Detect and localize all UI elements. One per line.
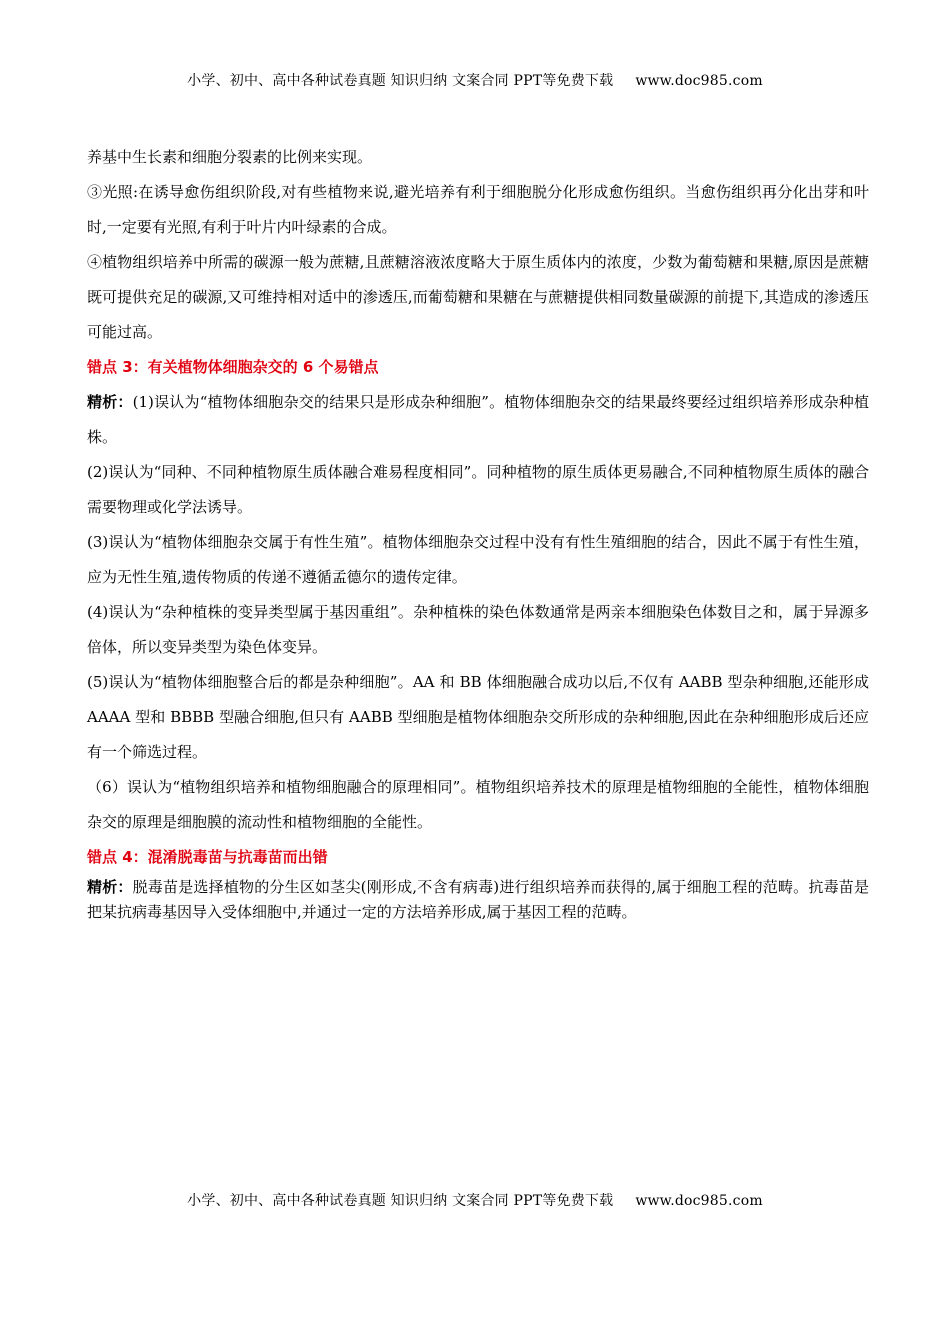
analysis-text-virus: 脱毒苗是选择植物的分生区如茎尖(刚形成,不含有病毒)进行组织培养而获得的,属于细胞工程的范畴。抗毒苗是把某抗病毒基因导入受体细胞中,并通过一定的方法培养形成,属于基因工程的范畴。 — [87, 878, 869, 921]
paragraph-analysis-6: （6）误认为“植物组织培养和植物细胞融合的原理相同”。植物组织培养技术的原理是植物细胞的全能性，植物体细胞杂交的原理是细胞膜的流动性和植物细胞的全能性。 — [87, 778, 869, 831]
footer-site-link[interactable]: www.doc985.com — [635, 1193, 763, 1209]
analysis-label: 精析： — [87, 393, 133, 411]
document-body — [87, 140, 869, 925]
paragraph-carbon-source: ④植物组织培养中所需的碳源一般为蔗糖,且蔗糖溶液浓度略大于原生质体内的浓度，少数为葡萄糖和果糖,原因是蔗糖既可提供充足的碳源,又可维持相对适中的渗透压,而葡萄糖和果糖在与蔗糖提供相同数量碳源的前提下,其造成的渗透压可能过高。 — [87, 253, 869, 341]
paragraph-analysis-1 — [87, 385, 869, 455]
paragraph-analysis-2: (2)误认为“同种、不同种植物原生质体融合难易程度相同”。同种植物的原生质体更易融合,不同种植物原生质体的融合需要物理或化学法诱导。 — [87, 463, 869, 516]
page-header — [0, 70, 950, 90]
paragraph-light: ③光照:在诱导愈伤组织阶段,对有些植物来说,避光培养有利于细胞脱分化形成愈伤组织。当愈伤组织再分化出芽和叶时,一定要有光照,有利于叶片内叶绿素的合成。 — [87, 183, 869, 236]
page-footer — [0, 1190, 950, 1210]
paragraph-analysis-3: (3)误认为“植物体细胞杂交属于有性生殖”。植物体细胞杂交过程中没有有性生殖细胞的结合，因此不属于有性生殖，应为无性生殖,遗传物质的传递不遵循孟德尔的遗传定律。 — [87, 533, 869, 586]
paragraph-continuation: 养基中生长素和细胞分裂素的比例来实现。 — [87, 148, 373, 166]
section-heading-3: 错点 3：有关植物体细胞杂交的 6 个易错点 — [87, 358, 379, 376]
header-text: 小学、初中、高中各种试卷真题 知识归纳 文案合同 PPT等免费下载 — [187, 73, 614, 89]
section-heading-4: 错点 4：混淆脱毒苗与抗毒苗而出错 — [87, 848, 328, 866]
footer-text: 小学、初中、高中各种试卷真题 知识归纳 文案合同 PPT等免费下载 — [187, 1193, 614, 1209]
paragraph-analysis-virus — [87, 875, 869, 925]
analysis-text-1: (1)误认为“植物体细胞杂交的结果只是形成杂种细胞”。植物体细胞杂交的结果最终要经过组织培养形成杂种植株。 — [87, 393, 869, 446]
header-site-link[interactable]: www.doc985.com — [635, 73, 763, 89]
analysis-label: 精析： — [87, 878, 133, 896]
paragraph-analysis-4: (4)误认为“杂种植株的变异类型属于基因重组”。杂种植株的染色体数通常是两亲本细胞染色体数目之和，属于异源多倍体，所以变异类型为染色体变异。 — [87, 603, 869, 656]
paragraph-analysis-5: (5)误认为“植物体细胞整合后的都是杂种细胞”。AA 和 BB 体细胞融合成功以后,不仅有 AABB 型杂种细胞,还能形成 AAAA 型和 BBBB 型融合细胞,但只有 AABB 型细胞是植物体细胞杂交所形成的杂种细胞,因此在杂种细胞形成后还应有一个筛选过程。 — [87, 673, 869, 761]
